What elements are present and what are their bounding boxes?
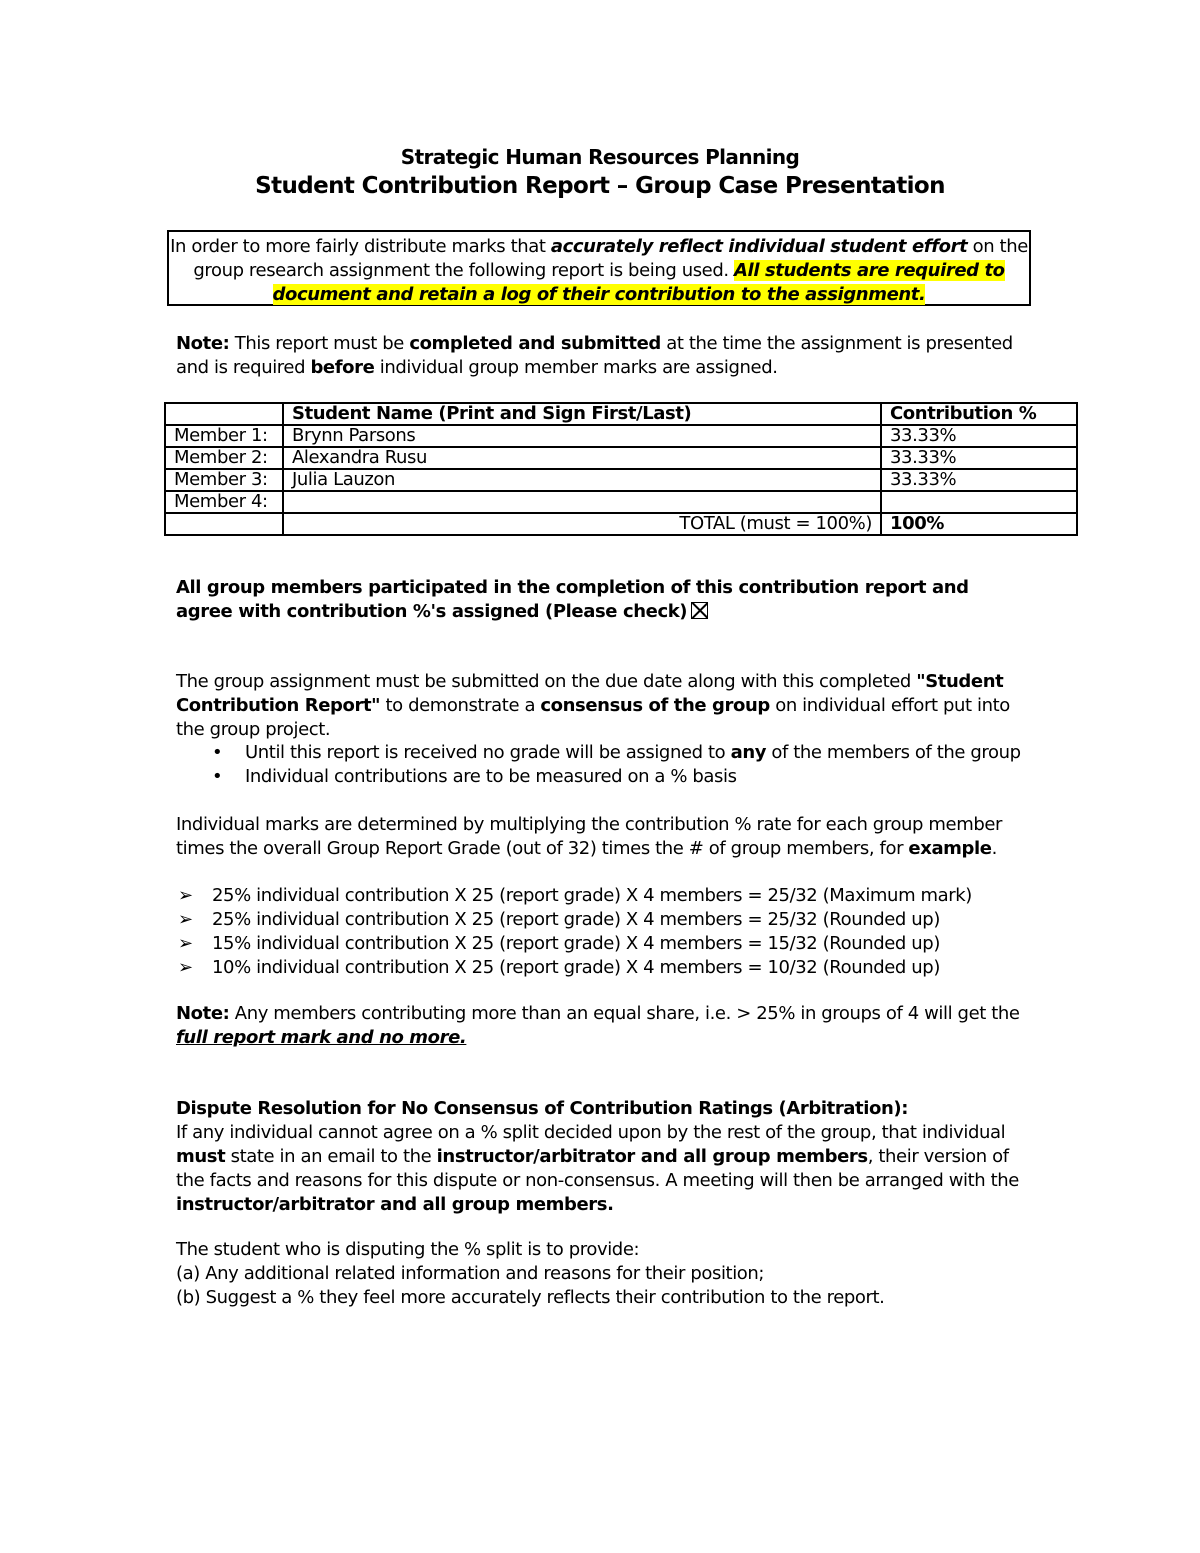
example-text: 10% individual contribution X 25 (report grade) X 4 members = 10/32 (Rounded up) [212, 957, 940, 978]
dispute-heading: Dispute Resolution for No Consensus of Contribution Ratings (Arbitration): [176, 1098, 909, 1119]
submission-paragraph [176, 670, 1016, 742]
table-row [165, 447, 1077, 469]
note-max-mark [176, 1002, 1026, 1050]
note-bold-1: completed and submitted [409, 333, 661, 354]
member-label: Member 3: [165, 469, 283, 491]
note-text-3: individual group member marks are assigned. [374, 357, 778, 378]
dispute-text-3: , their version of the facts and reasons for this dispute or non-consensus. A meeting will then be arranged with the [176, 1146, 1019, 1191]
member-pct-field[interactable]: 33.33% [881, 447, 1077, 469]
agreement-text: All group members participated in the completion of this contribution report and agree with contribution %'s assigned (Please check) [176, 577, 969, 622]
note-bold-2: before [310, 357, 375, 378]
note-2-text: Any members contributing more than an equal share, i.e. > 25% in groups of 4 will get the [229, 1003, 1020, 1024]
intro-text-1: In order to more fairly distribute marks that [170, 236, 551, 257]
course-title: Strategic Human Resources Planning [400, 145, 800, 169]
table-row [165, 469, 1077, 491]
arrow-bullet-icon: ➢ [178, 933, 193, 954]
note-text-1: This report must be [229, 333, 410, 354]
bullet-1-text-2: of the members of the group [766, 742, 1021, 763]
list-item [176, 884, 1036, 908]
provide-item-b: (b) Suggest a % they feel more accurately reflects their contribution to the report. [176, 1287, 885, 1308]
intro-highlight: All students are required to document and retain a log of their contribution to the assignment. [272, 260, 1005, 305]
note-2-label: Note: [176, 1003, 230, 1024]
note-label: Note: [176, 333, 230, 354]
dispute-text-1: If any individual cannot agree on a % split decided upon by the rest of the group, that individual [176, 1122, 1006, 1143]
bullet-icon: • [212, 766, 223, 787]
example-text: 25% individual contribution X 25 (report grade) X 4 members = 25/32 (Rounded up) [212, 909, 940, 930]
total-value: 100% [881, 513, 1077, 535]
dispute-text-2: state in an email to the [225, 1146, 437, 1167]
total-label: TOTAL (must = 100%) [283, 513, 881, 535]
table-row [165, 425, 1077, 447]
member-name-field[interactable]: Julia Lauzon [283, 469, 881, 491]
member-name-field[interactable]: Brynn Parsons [283, 425, 881, 447]
list-item [176, 932, 1036, 956]
member-name-field[interactable]: Alexandra Rusu [283, 447, 881, 469]
submission-text-3: on individual effort put into the group project. [176, 695, 1010, 740]
contribution-table [164, 402, 1078, 536]
dispute-bold-1: must [176, 1146, 226, 1167]
submission-text-2: to demonstrate a [380, 695, 541, 716]
member-label: Member 4: [165, 491, 283, 513]
submission-bold-2: consensus of the group [540, 695, 770, 716]
arrow-bullet-icon: ➢ [178, 909, 193, 930]
table-row [165, 491, 1077, 513]
marks-bold: example [908, 838, 992, 859]
bullet-2-text: Individual contributions are to be measured on a % basis [245, 766, 737, 787]
member-pct-field[interactable]: 33.33% [881, 469, 1077, 491]
report-title: Student Contribution Report – Group Case Presentation [255, 173, 945, 199]
header-cell-blank [165, 403, 283, 425]
arrow-bullet-icon: ➢ [178, 957, 193, 978]
example-text: 25% individual contribution X 25 (report grade) X 4 members = 25/32 (Maximum mark) [212, 885, 972, 906]
bullet-icon: • [212, 742, 223, 763]
bullet-1-text-1: Until this report is received no grade will be assigned to [245, 742, 731, 763]
submission-text-1: The group assignment must be submitted on the due date along with this completed [176, 671, 917, 692]
table-header-row [165, 403, 1077, 425]
member-label: Member 2: [165, 447, 283, 469]
member-name-field[interactable] [283, 491, 881, 513]
submission-bold-1: "Student Contribution Report" [176, 671, 1004, 716]
total-blank-cell [165, 513, 283, 535]
dispute-bold-3: instructor/arbitrator and all group members. [176, 1194, 614, 1215]
list-item [212, 741, 1072, 765]
dispute-paragraph [176, 1121, 1021, 1217]
list-item [176, 956, 1036, 980]
list-item [212, 765, 1072, 789]
agreement-statement [176, 576, 996, 624]
marks-text-1: Individual marks are determined by multiplying the contribution % rate for each group member times the overall Group Report Grade (out of 32) times the # of group members, for [176, 814, 1003, 859]
member-pct-field[interactable]: 33.33% [881, 425, 1077, 447]
intro-box [167, 230, 1031, 306]
note-text-2: at the time the assignment is presented and is required [176, 333, 1013, 378]
intro-emphasis: accurately reflect individual student effort [550, 236, 968, 257]
member-pct-field[interactable] [881, 491, 1077, 513]
marks-paragraph [176, 813, 1016, 861]
header-cell-name: Student Name (Print and Sign First/Last) [283, 403, 881, 425]
dispute-bold-2: instructor/arbitrator and all group members [436, 1146, 868, 1167]
member-label: Member 1: [165, 425, 283, 447]
bullet-1-bold: any [730, 742, 767, 763]
provide-item-a: (a) Any additional related information and reasons for their position; [176, 1263, 765, 1284]
header-cell-contribution: Contribution % [881, 403, 1077, 425]
list-item [176, 908, 1036, 932]
marks-text-2: . [991, 838, 997, 859]
agreement-checkbox[interactable] [691, 602, 708, 619]
note-submission [176, 332, 1036, 380]
table-total-row [165, 513, 1077, 535]
marks-examples [176, 884, 1036, 980]
example-text: 15% individual contribution X 25 (report grade) X 4 members = 15/32 (Rounded up) [212, 933, 940, 954]
submission-bullets [212, 741, 1072, 789]
arrow-bullet-icon: ➢ [178, 885, 193, 906]
note-2-emphasis: full report mark and no more. [176, 1027, 467, 1048]
intro-text-2: on the group research assignment the following report is being used. [193, 236, 1028, 281]
provide-intro: The student who is disputing the % split is to provide: [176, 1239, 640, 1260]
